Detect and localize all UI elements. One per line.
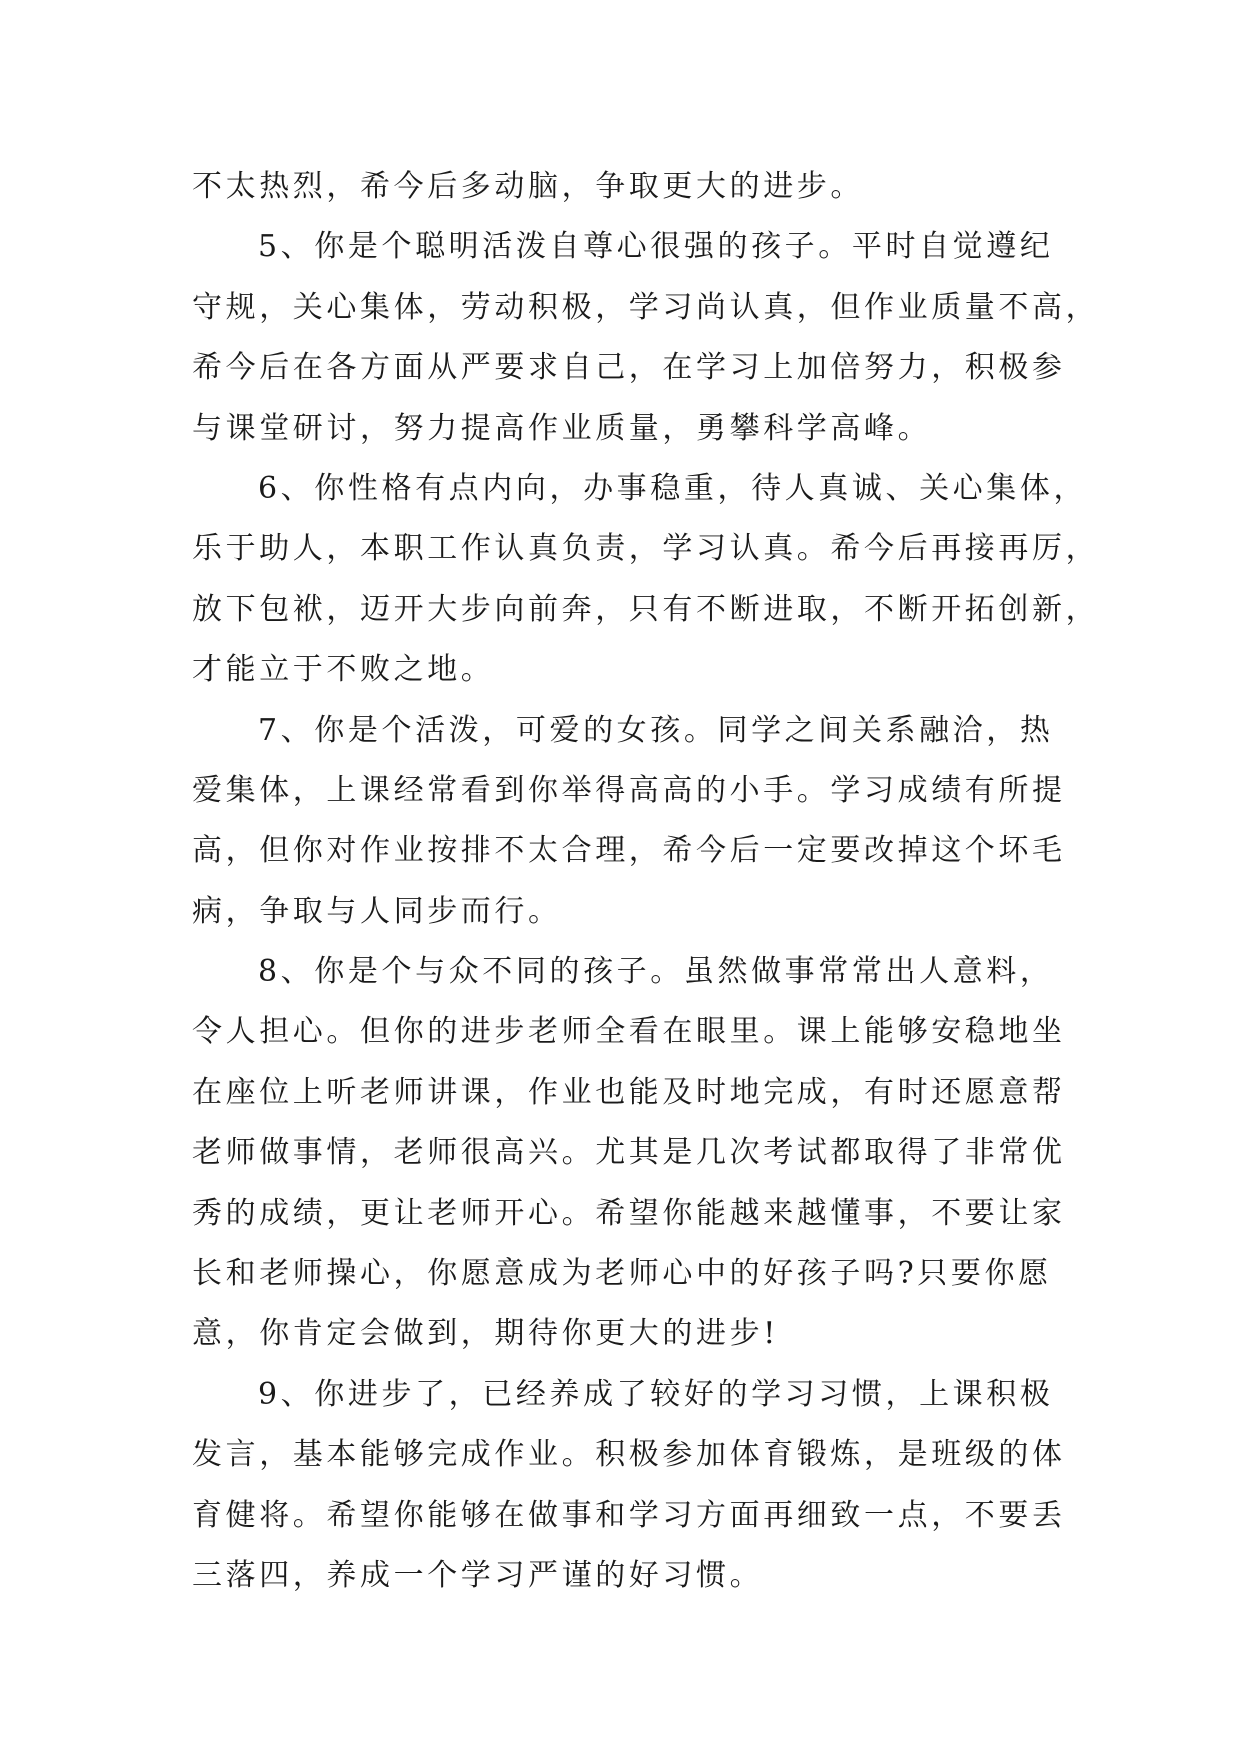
text-line: 守规，关心集体，劳动积极，学习尚认真，但作业质量不高， [192, 289, 1100, 325]
text-line: 希今后在各方面从严要求自己，在学习上加倍努力，积极参 [192, 350, 1066, 386]
text-line-paragraph-8-start: 8、你是个与众不同的孩子。虽然做事常常出人意料， [258, 954, 1054, 990]
text-line: 才能立于不败之地。 [192, 652, 495, 688]
text-line: 在座位上听老师讲课，作业也能及时地完成，有时还愿意帮 [192, 1074, 1066, 1110]
text-line: 意，你肯定会做到，期待你更大的进步! [192, 1316, 779, 1352]
text-line: 与课堂研讨，努力提高作业质量，勇攀科学高峰。 [192, 410, 932, 446]
text-line: 长和老师操心，你愿意成为老师心中的好孩子吗?只要你愿 [192, 1256, 1052, 1292]
text-line: 不太热烈，希今后多动脑，争取更大的进步。 [192, 169, 864, 204]
text-line: 放下包袱，迈开大步向前奔，只有不断进取，不断开拓创新， [192, 591, 1100, 627]
text-line: 发言，基本能够完成作业。积极参加体育锻炼，是班级的体 [192, 1437, 1066, 1473]
text-line: 爱集体，上课经常看到你举得高高的小手。学习成绩有所提 [192, 772, 1066, 808]
text-line: 令人担心。但你的进步老师全看在眼里。课上能够安稳地坐 [192, 1014, 1066, 1050]
text-line: 高，但你对作业按排不太合理，希今后一定要改掉这个坏毛 [192, 833, 1066, 869]
text-line: 秀的成绩，更让老师开心。希望你能越来越懂事，不要让家 [192, 1195, 1066, 1231]
text-line: 育健将。希望你能够在做事和学习方面再细致一点，不要丢 [192, 1497, 1066, 1533]
text-line-paragraph-7-start: 7、你是个活泼，可爱的女孩。同学之间关系融洽，热 [258, 712, 1054, 748]
document-body [192, 157, 1100, 1606]
text-line-paragraph-9-start: 9、你进步了，已经养成了较好的学习习惯，上课积极 [258, 1376, 1054, 1412]
text-line: 病，争取与人同步而行。 [192, 893, 562, 929]
text-line-paragraph-6-start: 6、你性格有点内向，办事稳重，待人真诚、关心集体， [258, 470, 1088, 506]
text-line: 乐于助人，本职工作认真负责，学习认真。希今后再接再厉， [192, 531, 1100, 567]
text-line: 三落四，养成一个学习严谨的好习惯。 [192, 1557, 764, 1593]
text-line-paragraph-5-start: 5、你是个聪明活泼自尊心很强的孩子。平时自觉遵纪 [258, 229, 1054, 265]
text-line: 老师做事情，老师很高兴。尤其是几次考试都取得了非常优 [192, 1135, 1066, 1171]
